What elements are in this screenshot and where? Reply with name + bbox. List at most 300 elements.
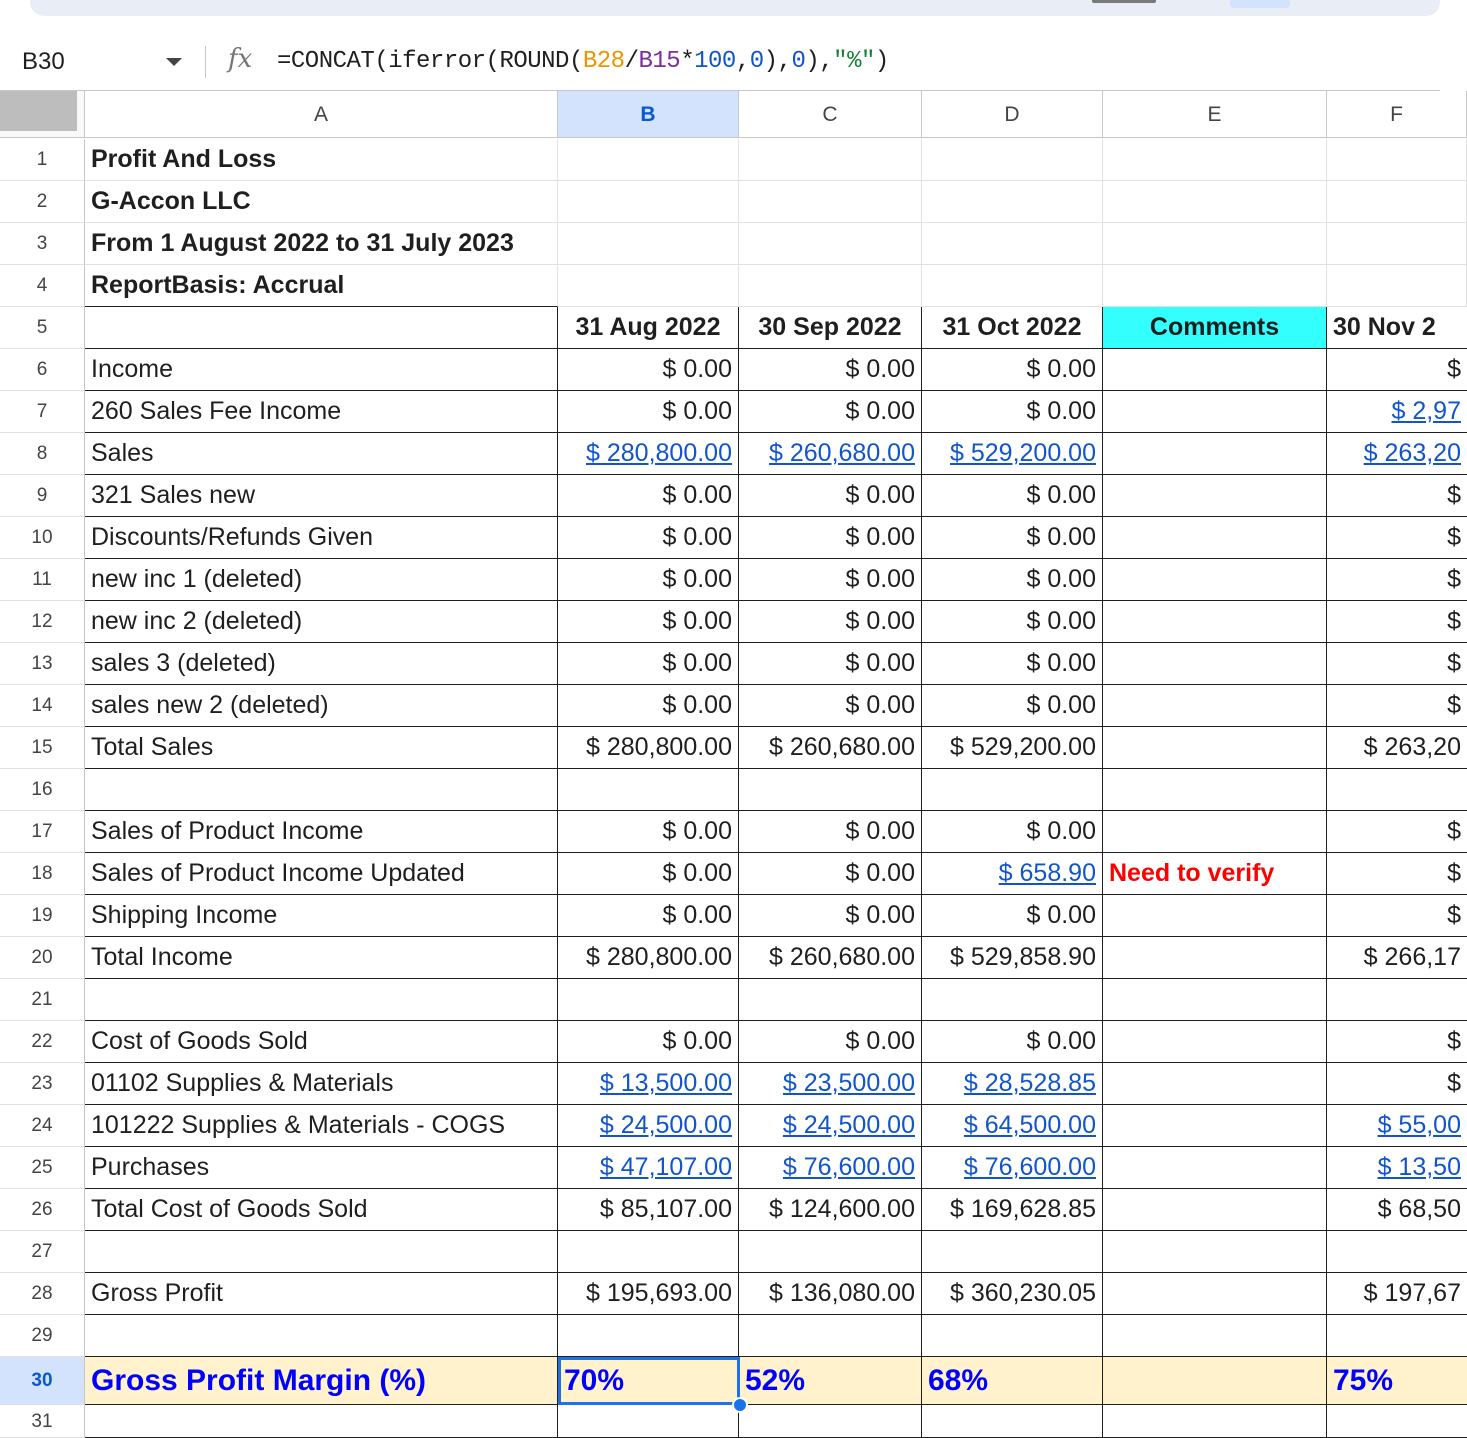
cell-text[interactable]: $ 280,800.00 — [586, 439, 732, 467]
cell-c9[interactable] — [739, 475, 922, 517]
cell-a16[interactable] — [85, 769, 558, 811]
cell-b27[interactable] — [558, 1231, 739, 1273]
row-header-30[interactable]: 30 — [0, 1357, 85, 1405]
cell-b17[interactable] — [558, 811, 739, 853]
column-header-f[interactable]: F — [1327, 91, 1467, 138]
cell-text: Gross Profit Margin (%) — [91, 1363, 427, 1397]
row-header-16[interactable]: 16 — [0, 769, 85, 811]
cell-b16[interactable] — [558, 769, 739, 811]
cell-text: 01102 Supplies & Materials — [91, 1069, 394, 1097]
cell-e31[interactable] — [1103, 1405, 1327, 1438]
cell-e29[interactable] — [1103, 1315, 1327, 1357]
cell-f25[interactable] — [1327, 1147, 1467, 1189]
cell-c29[interactable] — [739, 1315, 922, 1357]
cell-b18[interactable] — [558, 853, 739, 895]
cell-text[interactable]: $ 76,600.00 — [963, 1153, 1096, 1181]
cell-text: 321 Sales new — [91, 481, 256, 509]
cell-b8[interactable] — [558, 433, 739, 475]
cell-a9[interactable] — [85, 475, 558, 517]
row-header-22[interactable]: 22 — [0, 1021, 85, 1063]
cell-b3[interactable] — [558, 223, 739, 265]
toolbar-active-tab[interactable] — [1230, 0, 1290, 8]
cell-c27[interactable] — [739, 1231, 922, 1273]
cell-text: Comments — [1149, 313, 1280, 341]
cell-text[interactable]: $ 2,97 — [1391, 397, 1461, 425]
cell-a7[interactable] — [85, 391, 558, 433]
cell-d8[interactable] — [922, 433, 1103, 475]
cell-text[interactable]: $ 64,500.00 — [963, 1111, 1096, 1139]
cell-a10[interactable] — [85, 517, 558, 559]
cell-b11[interactable] — [558, 559, 739, 601]
cell-f8[interactable] — [1327, 433, 1467, 475]
cell-a6[interactable] — [85, 349, 558, 391]
cell-text: 30 Sep 2022 — [758, 313, 902, 341]
cell-b9[interactable] — [558, 475, 739, 517]
cell-f5[interactable] — [1327, 307, 1467, 349]
cell-d17[interactable] — [922, 811, 1103, 853]
row-header-31[interactable]: 31 — [0, 1405, 85, 1438]
cell-f24[interactable] — [1327, 1105, 1467, 1147]
cell-f7[interactable] — [1327, 391, 1467, 433]
row-header-17[interactable]: 17 — [0, 811, 85, 853]
cell-d3[interactable] — [922, 223, 1103, 265]
cell-f3[interactable] — [1327, 223, 1467, 265]
cell-a27[interactable] — [85, 1231, 558, 1273]
cell-e22[interactable] — [1103, 1021, 1327, 1063]
cell-d18[interactable] — [922, 853, 1103, 895]
cell-a11[interactable] — [85, 559, 558, 601]
cell-text: $ 0.00 — [1026, 481, 1096, 509]
row-header-7[interactable]: 7 — [0, 391, 85, 433]
row-header-1[interactable]: 1 — [0, 139, 85, 181]
cell-a22[interactable] — [85, 1021, 558, 1063]
cell-text: $ 260,680.00 — [769, 733, 915, 761]
cell-b5[interactable] — [558, 307, 739, 349]
cell-e23[interactable] — [1103, 1063, 1327, 1105]
cell-text[interactable]: $ 529,200.00 — [950, 439, 1096, 467]
cell-e15[interactable] — [1103, 727, 1327, 769]
cell-a28[interactable] — [85, 1273, 558, 1315]
row-header-20[interactable]: 20 — [0, 937, 85, 979]
cell-e21[interactable] — [1103, 979, 1327, 1021]
cell-d29[interactable] — [922, 1315, 1103, 1357]
cell-e18[interactable] — [1103, 853, 1327, 895]
column-header-e[interactable]: E — [1103, 91, 1327, 138]
cell-text: Purchases — [91, 1153, 210, 1181]
cell-e28[interactable] — [1103, 1273, 1327, 1315]
cell-e10[interactable] — [1103, 517, 1327, 559]
cell-text[interactable]: $ 28,528.85 — [963, 1069, 1096, 1097]
cell-a19[interactable] — [85, 895, 558, 937]
cell-text: $ 0.00 — [845, 565, 915, 593]
cell-f31[interactable] — [1327, 1405, 1467, 1438]
cell-e27[interactable] — [1103, 1231, 1327, 1273]
cell-f4[interactable] — [1327, 265, 1467, 307]
row-header-15[interactable]: 15 — [0, 727, 85, 769]
cell-c7[interactable] — [739, 391, 922, 433]
cell-c28[interactable] — [739, 1273, 922, 1315]
cell-a21[interactable] — [85, 979, 558, 1021]
cell-b1[interactable] — [558, 139, 739, 181]
cell-d30[interactable] — [922, 1357, 1103, 1405]
cell-text: $ 0.00 — [1026, 649, 1096, 677]
cell-c24[interactable] — [739, 1105, 922, 1147]
cell-d31[interactable] — [922, 1405, 1103, 1438]
cell-text[interactable]: $ 47,107.00 — [599, 1153, 732, 1181]
cell-f12[interactable] — [1327, 601, 1467, 643]
cell-c14[interactable] — [739, 685, 922, 727]
row-header-14[interactable]: 14 — [0, 685, 85, 727]
cell-text[interactable]: $ 658.90 — [998, 859, 1096, 887]
cell-b13[interactable] — [558, 643, 739, 685]
cell-c23[interactable] — [739, 1063, 922, 1105]
cell-text[interactable]: $ 263,20 — [1363, 439, 1461, 467]
cell-text[interactable]: $ 55,00 — [1377, 1111, 1461, 1139]
row-header-2[interactable]: 2 — [0, 181, 85, 223]
name-box[interactable]: B30 — [22, 48, 65, 75]
cell-text: $ 197,67 — [1363, 1279, 1461, 1307]
cell-b26[interactable] — [558, 1189, 739, 1231]
cell-e7[interactable] — [1103, 391, 1327, 433]
cell-c3[interactable] — [739, 223, 922, 265]
cell-b7[interactable] — [558, 391, 739, 433]
cell-text: Sales — [91, 439, 154, 467]
column-header-d[interactable]: D — [922, 91, 1103, 138]
cell-text: $ 0.00 — [1026, 901, 1096, 929]
cell-d9[interactable] — [922, 475, 1103, 517]
cell-b25[interactable] — [558, 1147, 739, 1189]
cell-a15[interactable] — [85, 727, 558, 769]
row-header-29[interactable]: 29 — [0, 1315, 85, 1357]
cell-f18[interactable] — [1327, 853, 1467, 895]
cell-text: $ 136,080.00 — [769, 1279, 915, 1307]
cell-b14[interactable] — [558, 685, 739, 727]
cell-c18[interactable] — [739, 853, 922, 895]
cell-e14[interactable] — [1103, 685, 1327, 727]
cell-text: $ 0.00 — [662, 901, 732, 929]
cell-d26[interactable] — [922, 1189, 1103, 1231]
cell-text: $ 0.00 — [845, 523, 915, 551]
row-header-11[interactable]: 11 — [0, 559, 85, 601]
cell-b31[interactable] — [558, 1405, 739, 1438]
cell-d2[interactable] — [922, 181, 1103, 223]
cell-a26[interactable] — [85, 1189, 558, 1231]
cell-c13[interactable] — [739, 643, 922, 685]
cell-text[interactable]: $ 76,600.00 — [782, 1153, 915, 1181]
cell-c5[interactable] — [739, 307, 922, 349]
cell-c1[interactable] — [739, 139, 922, 181]
cell-c19[interactable] — [739, 895, 922, 937]
formula-token: 0 — [791, 48, 806, 75]
cell-d11[interactable] — [922, 559, 1103, 601]
cell-a14[interactable] — [85, 685, 558, 727]
formula-token: * — [680, 48, 695, 75]
cell-b24[interactable] — [558, 1105, 739, 1147]
frozen-divider[interactable] — [0, 91, 77, 131]
row-header-28[interactable]: 28 — [0, 1273, 85, 1315]
cell-f11[interactable] — [1327, 559, 1467, 601]
cell-f26[interactable] — [1327, 1189, 1467, 1231]
cell-e4[interactable] — [1103, 265, 1327, 307]
cell-f21[interactable] — [1327, 979, 1467, 1021]
cell-b19[interactable] — [558, 895, 739, 937]
cell-a3[interactable] — [85, 223, 558, 265]
cell-f30[interactable] — [1327, 1357, 1467, 1405]
cell-a30[interactable] — [85, 1357, 558, 1405]
chevron-down-icon[interactable] — [166, 58, 182, 66]
cell-e16[interactable] — [1103, 769, 1327, 811]
cell-b29[interactable] — [558, 1315, 739, 1357]
cell-a24[interactable] — [85, 1105, 558, 1147]
cell-d5[interactable] — [922, 307, 1103, 349]
cell-e20[interactable] — [1103, 937, 1327, 979]
cell-d16[interactable] — [922, 769, 1103, 811]
cell-f20[interactable] — [1327, 937, 1467, 979]
formula-token: 100 — [694, 48, 736, 75]
cell-a12[interactable] — [85, 601, 558, 643]
cell-e9[interactable] — [1103, 475, 1327, 517]
row-header-27[interactable]: 27 — [0, 1231, 85, 1273]
cell-b15[interactable] — [558, 727, 739, 769]
cell-e26[interactable] — [1103, 1189, 1327, 1231]
row-header-25[interactable]: 25 — [0, 1147, 85, 1189]
cell-text: ReportBasis: Accrual — [91, 271, 345, 299]
row-header-6[interactable]: 6 — [0, 349, 85, 391]
row-header-18[interactable]: 18 — [0, 853, 85, 895]
cell-e1[interactable] — [1103, 139, 1327, 181]
cell-a17[interactable] — [85, 811, 558, 853]
cell-a23[interactable] — [85, 1063, 558, 1105]
cell-c16[interactable] — [739, 769, 922, 811]
row-header-3[interactable]: 3 — [0, 223, 85, 265]
cell-e19[interactable] — [1103, 895, 1327, 937]
cell-f22[interactable] — [1327, 1021, 1467, 1063]
row-header-4[interactable]: 4 — [0, 265, 85, 307]
cell-a1[interactable] — [85, 139, 558, 181]
cell-c20[interactable] — [739, 937, 922, 979]
cell-e30[interactable] — [1103, 1357, 1327, 1405]
cell-e11[interactable] — [1103, 559, 1327, 601]
cell-d14[interactable] — [922, 685, 1103, 727]
cell-text: 260 Sales Fee Income — [91, 397, 342, 425]
cell-b20[interactable] — [558, 937, 739, 979]
cell-d12[interactable] — [922, 601, 1103, 643]
cell-e2[interactable] — [1103, 181, 1327, 223]
formula-input[interactable] — [277, 48, 889, 75]
cell-c2[interactable] — [739, 181, 922, 223]
cell-b10[interactable] — [558, 517, 739, 559]
cell-d25[interactable] — [922, 1147, 1103, 1189]
cell-a18[interactable] — [85, 853, 558, 895]
row-header-19[interactable]: 19 — [0, 895, 85, 937]
formula-token: ) — [874, 48, 889, 75]
cell-f13[interactable] — [1327, 643, 1467, 685]
row-header-9[interactable]: 9 — [0, 475, 85, 517]
cell-c8[interactable] — [739, 433, 922, 475]
cell-text: $ 0.00 — [1026, 1027, 1096, 1055]
cell-d4[interactable] — [922, 265, 1103, 307]
row-header-10[interactable]: 10 — [0, 517, 85, 559]
cell-e25[interactable] — [1103, 1147, 1327, 1189]
cell-text: 30 Nov 2 — [1333, 313, 1436, 341]
column-header-a[interactable]: A — [85, 91, 558, 138]
cell-f14[interactable] — [1327, 685, 1467, 727]
cell-text: Sales of Product Income Updated — [91, 859, 465, 887]
cell-c25[interactable] — [739, 1147, 922, 1189]
cell-text[interactable]: $ 13,500.00 — [599, 1069, 732, 1097]
cell-b23[interactable] — [558, 1063, 739, 1105]
cell-f9[interactable] — [1327, 475, 1467, 517]
cell-e24[interactable] — [1103, 1105, 1327, 1147]
cell-c11[interactable] — [739, 559, 922, 601]
cell-f6[interactable] — [1327, 349, 1467, 391]
cell-text: $ 0.00 — [662, 607, 732, 635]
cell-text: $ 169,628.85 — [950, 1195, 1096, 1223]
cell-c22[interactable] — [739, 1021, 922, 1063]
cell-text[interactable]: $ 23,500.00 — [782, 1069, 915, 1097]
cell-b12[interactable] — [558, 601, 739, 643]
cell-b2[interactable] — [558, 181, 739, 223]
cell-text: Profit And Loss — [91, 145, 277, 173]
cell-d23[interactable] — [922, 1063, 1103, 1105]
cell-text: $ 260,680.00 — [769, 943, 915, 971]
cell-text: $ — [1447, 649, 1461, 677]
cell-b22[interactable] — [558, 1021, 739, 1063]
cell-c10[interactable] — [739, 517, 922, 559]
cell-c12[interactable] — [739, 601, 922, 643]
cell-c31[interactable] — [739, 1405, 922, 1438]
cell-e17[interactable] — [1103, 811, 1327, 853]
cell-a2[interactable] — [85, 181, 558, 223]
cell-d19[interactable] — [922, 895, 1103, 937]
cell-text: $ 0.00 — [1026, 691, 1096, 719]
cell-a13[interactable] — [85, 643, 558, 685]
cell-f2[interactable] — [1327, 181, 1467, 223]
cell-c26[interactable] — [739, 1189, 922, 1231]
cell-e5[interactable] — [1103, 307, 1327, 349]
cell-a29[interactable] — [85, 1315, 558, 1357]
cell-b28[interactable] — [558, 1273, 739, 1315]
browser-top-strip — [0, 0, 1440, 34]
cell-d10[interactable] — [922, 517, 1103, 559]
cell-e8[interactable] — [1103, 433, 1327, 475]
cell-e13[interactable] — [1103, 643, 1327, 685]
cell-text: $ — [1447, 1069, 1461, 1097]
cell-c6[interactable] — [739, 349, 922, 391]
cell-text: $ — [1447, 607, 1461, 635]
cell-f23[interactable] — [1327, 1063, 1467, 1105]
cell-text[interactable]: $ 24,500.00 — [782, 1111, 915, 1139]
cell-e3[interactable] — [1103, 223, 1327, 265]
row-header-24[interactable]: 24 — [0, 1105, 85, 1147]
cell-e6[interactable] — [1103, 349, 1327, 391]
cell-f1[interactable] — [1327, 139, 1467, 181]
cell-text: Gross Profit — [91, 1279, 223, 1307]
cell-text: $ 0.00 — [1026, 817, 1096, 845]
cell-text[interactable]: $ 24,500.00 — [599, 1111, 732, 1139]
cell-c30[interactable] — [739, 1357, 922, 1405]
cell-b4[interactable] — [558, 265, 739, 307]
cell-text: 31 Oct 2022 — [942, 313, 1082, 341]
cell-text: $ 280,800.00 — [586, 943, 732, 971]
cell-d27[interactable] — [922, 1231, 1103, 1273]
cell-d6[interactable] — [922, 349, 1103, 391]
cell-e12[interactable] — [1103, 601, 1327, 643]
cell-text: $ — [1447, 901, 1461, 929]
cell-f27[interactable] — [1327, 1231, 1467, 1273]
cell-b21[interactable] — [558, 979, 739, 1021]
cell-d20[interactable] — [922, 937, 1103, 979]
cell-f17[interactable] — [1327, 811, 1467, 853]
cell-c4[interactable] — [739, 265, 922, 307]
cell-text: $ 0.00 — [845, 355, 915, 383]
formula-token: / — [624, 48, 639, 75]
row-header-26[interactable]: 26 — [0, 1189, 85, 1231]
cell-d7[interactable] — [922, 391, 1103, 433]
column-header-c[interactable]: C — [739, 91, 922, 138]
cell-d13[interactable] — [922, 643, 1103, 685]
cell-c17[interactable] — [739, 811, 922, 853]
formula-divider — [205, 46, 206, 78]
cell-text: $ — [1447, 859, 1461, 887]
row-header-8[interactable]: 8 — [0, 433, 85, 475]
cell-d24[interactable] — [922, 1105, 1103, 1147]
cell-a31[interactable] — [85, 1405, 558, 1438]
cell-d28[interactable] — [922, 1273, 1103, 1315]
cell-d15[interactable] — [922, 727, 1103, 769]
cell-text: $ — [1447, 355, 1461, 383]
cell-text: Sales of Product Income — [91, 817, 364, 845]
cell-a20[interactable] — [85, 937, 558, 979]
cell-f10[interactable] — [1327, 517, 1467, 559]
row-header-12[interactable]: 12 — [0, 601, 85, 643]
cell-c21[interactable] — [739, 979, 922, 1021]
row-header-21[interactable]: 21 — [0, 979, 85, 1021]
cell-text[interactable]: $ 260,680.00 — [769, 439, 915, 467]
cell-f16[interactable] — [1327, 769, 1467, 811]
cell-b30[interactable] — [558, 1357, 739, 1405]
cell-a8[interactable] — [85, 433, 558, 475]
function-icon: fx — [228, 44, 253, 74]
cell-d22[interactable] — [922, 1021, 1103, 1063]
cell-f29[interactable] — [1327, 1315, 1467, 1357]
cell-a25[interactable] — [85, 1147, 558, 1189]
cell-d1[interactable] — [922, 139, 1103, 181]
cell-f19[interactable] — [1327, 895, 1467, 937]
cell-b6[interactable] — [558, 349, 739, 391]
cell-a4[interactable] — [85, 265, 558, 307]
row-header-5[interactable]: 5 — [0, 307, 85, 349]
row-header-13[interactable]: 13 — [0, 643, 85, 685]
column-header-b[interactable]: B — [558, 91, 739, 138]
select-all-corner[interactable] — [0, 91, 85, 138]
cell-d21[interactable] — [922, 979, 1103, 1021]
cell-f28[interactable] — [1327, 1273, 1467, 1315]
cell-text: $ 0.00 — [662, 691, 732, 719]
cell-text: $ 0.00 — [1026, 607, 1096, 635]
cell-text: $ 529,858.90 — [950, 943, 1096, 971]
fill-handle[interactable] — [732, 1397, 748, 1413]
cell-text[interactable]: $ 13,50 — [1377, 1153, 1461, 1181]
row-header-23[interactable]: 23 — [0, 1063, 85, 1105]
cell-a5[interactable] — [85, 307, 558, 349]
cell-c15[interactable] — [739, 727, 922, 769]
formula-token: , — [735, 48, 750, 75]
cell-text: new inc 2 (deleted) — [91, 607, 303, 635]
cell-text: Discounts/Refunds Given — [91, 523, 374, 551]
cell-text: $ 0.00 — [845, 859, 915, 887]
cell-f15[interactable] — [1327, 727, 1467, 769]
